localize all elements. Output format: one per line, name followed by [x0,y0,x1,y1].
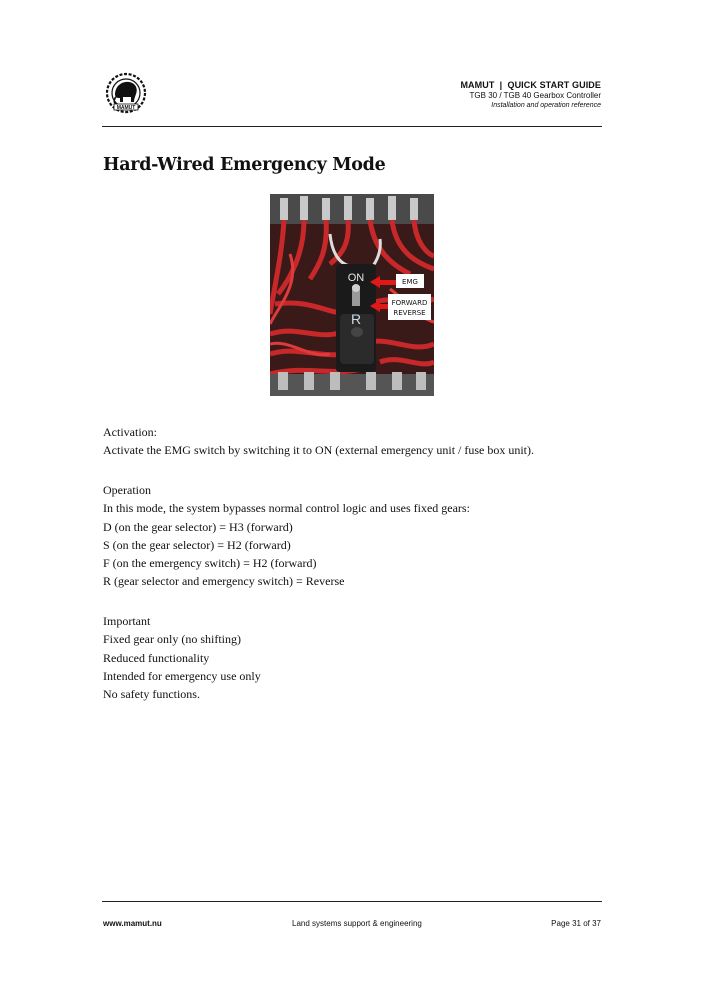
important-heading: Important [103,614,151,628]
emergency-switch-photo [270,194,434,396]
important-line: Fixed gear only (no shifting) [103,632,241,647]
operation-section [103,481,470,591]
operation-line: In this mode, the system bypasses normal control logic and uses fixed gears: [103,501,470,516]
callout-reverse: REVERSE [393,309,426,317]
operation-line: D (on the gear selector) = H3 (forward) [103,519,293,534]
important-line: Intended for emergency use only [103,668,261,683]
header-subtitle: Installation and operation reference [491,102,601,109]
footer-divider [102,901,602,902]
operation-line: F (on the emergency switch) = H2 (forward) [103,556,317,571]
footer-website: www.mamut.nu [103,919,162,928]
callout-forward: FORWARD [391,299,428,307]
important-line: Reduced functionality [103,650,210,665]
operation-line: S (on the gear selector) = H2 (forward) [103,537,291,552]
header-brand-line: MAMUT | QUICK START GUIDE [460,80,601,90]
switch-on-label: ON [347,272,365,284]
important-line: No safety functions. [103,687,200,702]
header-divider [102,126,602,127]
activation-text: Activate the EMG switch by switching it to ON (external emergency unit / fuse box unit). [103,443,535,458]
logo-text: MAMUT [116,105,136,111]
footer-tagline: Land systems support & engineering [292,919,422,928]
footer-page-number: Page 31 of 37 [551,919,601,928]
operation-line: R (gear selector and emergency switch) = Reverse [103,574,345,589]
header-product-line: TGB 30 / TGB 40 Gearbox Controller [469,91,601,100]
mamut-logo [101,71,151,116]
operation-heading: Operation [103,483,151,497]
section-title: Hard-Wired Emergency Mode [103,155,386,175]
activation-heading: Activation: [103,425,157,439]
switch-r-label: R [350,311,362,327]
activation-section [103,423,534,460]
callout-emg: EMG [402,278,418,286]
page-header [460,80,601,110]
important-section [103,612,261,703]
